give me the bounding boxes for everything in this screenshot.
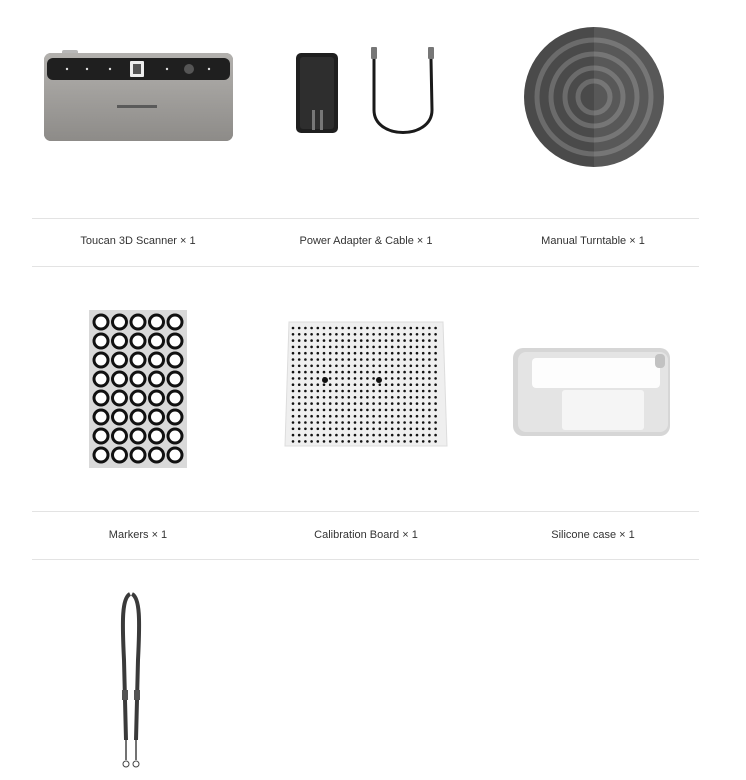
item-label-turntable: Manual Turntable × 1 — [541, 235, 645, 247]
row-divider — [32, 559, 699, 560]
calibration-board-image — [283, 320, 449, 448]
row-divider — [32, 511, 699, 512]
power-adapter-image — [292, 45, 442, 140]
item-label-power-adapter: Power Adapter & Cable × 1 — [299, 235, 433, 247]
item-label-markers: Markers × 1 — [108, 529, 168, 541]
markers-image — [89, 310, 187, 468]
row-divider — [32, 218, 699, 219]
item-label-calibration-board: Calibration Board × 1 — [314, 529, 418, 541]
row-divider — [32, 266, 699, 267]
lanyard-image — [112, 590, 152, 770]
item-label-scanner: Toucan 3D Scanner × 1 — [80, 235, 196, 247]
turntable-image — [522, 26, 666, 168]
silicone-case-image — [510, 340, 673, 440]
item-label-silicone-case: Silicone case × 1 — [551, 529, 635, 541]
scanner-image — [42, 48, 235, 143]
